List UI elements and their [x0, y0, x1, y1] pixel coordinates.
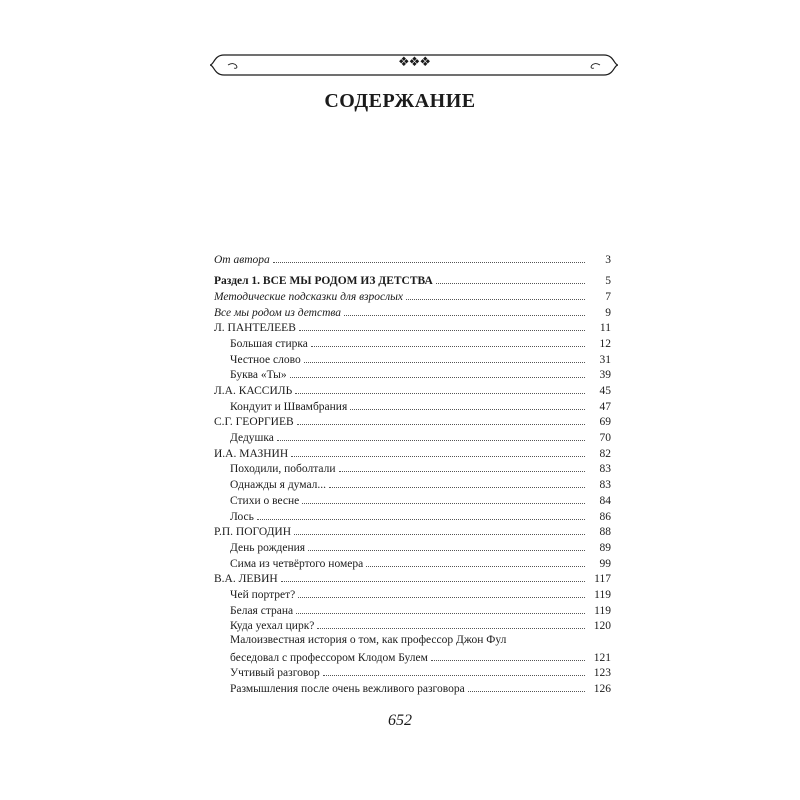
toc-entry[interactable] [214, 350, 611, 366]
toc-entry-page: 31 [599, 353, 611, 366]
toc-entry-page: 11 [599, 322, 611, 335]
toc-entry-page: 47 [599, 400, 611, 413]
toc-entry-page: 45 [599, 385, 611, 397]
page-number: 652 [388, 712, 412, 729]
toc-entry[interactable] [214, 585, 611, 601]
toc-entry[interactable] [214, 491, 611, 507]
toc-entry-page: 39 [599, 369, 611, 382]
toc-entry-page: 120 [593, 620, 611, 633]
toc-entry[interactable] [214, 554, 611, 570]
ornament-mark-icon: ❖❖❖ [398, 55, 430, 70]
toc-entry-label: Дедушка [230, 432, 274, 445]
toc-entry-label: Походили, поболтали [230, 463, 336, 476]
toc-entry-label: Белая страна [230, 604, 294, 617]
toc-leader-dots [436, 272, 585, 285]
toc-entry[interactable] [214, 413, 611, 429]
toc-entry[interactable] [214, 680, 611, 696]
toc-entry-label-line: беседовал с профессором Клодом Булем [230, 651, 428, 664]
toc-leader-dots [290, 366, 585, 379]
toc-entry-label: Все мы родом из детства [214, 306, 342, 319]
toc-list-tail [214, 664, 611, 695]
toc-entry-multiline[interactable] [214, 633, 611, 664]
toc-entry-page: 12 [599, 337, 611, 350]
toc-entry-page: 84 [599, 494, 611, 507]
toc-leader-dots [329, 476, 585, 489]
toc-leader-dots [308, 538, 585, 551]
toc-entry[interactable] [214, 303, 611, 319]
toc-entry-label-line: Малоизвестная история о том, как профессор Джон Фул [230, 633, 507, 646]
toc-leader-dots [299, 319, 585, 332]
toc-entry[interactable] [214, 382, 611, 398]
toc-list [214, 250, 611, 633]
toc-entry-label: От автора [214, 253, 270, 266]
toc-entry-page: 83 [599, 463, 611, 476]
toc-entry-page: 83 [599, 479, 611, 492]
toc-entry-label: Стихи о весне [230, 494, 300, 507]
toc-entry-label: Размышления после очень вежливого разговора [230, 683, 465, 696]
toc-entry-label: Р.П. ПОГОДИН [214, 526, 292, 539]
toc-leader-dots [304, 350, 585, 363]
toc-entry-page: 99 [599, 557, 611, 570]
toc-leader-dots [311, 334, 585, 347]
toc-entry[interactable] [214, 444, 611, 460]
toc-entry[interactable] [214, 507, 611, 523]
toc-leader-dots [366, 554, 585, 567]
toc-leader-dots [406, 287, 585, 300]
toc-entry-label: Однажды я думал... [230, 479, 327, 492]
toc-entry[interactable] [214, 601, 611, 617]
toc-leader-dots [291, 444, 585, 457]
toc-entry[interactable] [214, 287, 611, 303]
table-of-contents [214, 250, 611, 695]
toc-entry-label: Учтивый разговор [230, 667, 320, 680]
toc-entry-label: Л.А. КАССИЛЬ [214, 385, 293, 397]
toc-entry-page: 82 [599, 447, 611, 460]
toc-entry-page: 9 [605, 306, 611, 319]
toc-entry-label: Раздел 1. ВСЕ МЫ РОДОМ ИЗ ДЕТСТВА [214, 275, 433, 288]
toc-entry[interactable] [214, 476, 611, 492]
toc-entry-page: 126 [593, 683, 611, 696]
toc-leader-dots [298, 585, 585, 598]
toc-leader-dots [323, 664, 585, 677]
toc-entry-page: 89 [599, 541, 611, 554]
toc-leader-dots [296, 601, 585, 614]
toc-leader-dots [468, 680, 585, 693]
toc-entry-label: Сима из четвёртого номера [230, 557, 364, 570]
page-title: СОДЕРЖАНИЕ [324, 90, 476, 112]
toc-entry[interactable] [214, 319, 611, 335]
toc-leader-dots [431, 648, 585, 661]
toc-entry-page: 121 [593, 651, 611, 664]
toc-entry[interactable] [214, 523, 611, 539]
toc-entry-label: Лось [230, 510, 254, 523]
toc-entry-label: День рождения [230, 541, 306, 554]
toc-entry-label: Буква «Ты» [230, 369, 287, 382]
toc-leader-dots [277, 429, 585, 442]
toc-leader-dots [297, 413, 585, 426]
toc-entry[interactable] [214, 366, 611, 382]
toc-entry-label: Чей портрет? [230, 588, 296, 601]
toc-entry[interactable] [214, 397, 611, 413]
toc-entry[interactable] [214, 429, 611, 445]
toc-entry-page: 123 [593, 667, 611, 680]
toc-entry-label: Большая стирка [230, 337, 308, 350]
toc-entry-label: И.А. МАЗНИН [214, 447, 289, 460]
toc-entry-page: 7 [605, 290, 611, 303]
toc-entry-page: 70 [599, 432, 611, 445]
toc-entry-page: 88 [599, 526, 611, 539]
toc-entry[interactable] [214, 538, 611, 554]
toc-entry[interactable] [214, 617, 611, 633]
toc-entry-label: Методические подсказки для взрослых [214, 290, 403, 303]
toc-leader-dots [344, 303, 585, 316]
toc-entry[interactable] [214, 460, 611, 476]
toc-leader-dots [317, 617, 585, 630]
toc-entry-page: 119 [594, 588, 611, 601]
header-ornament [210, 52, 618, 78]
toc-leader-dots [350, 397, 585, 410]
toc-entry-label: Л. ПАНТЕЛЕЕВ [214, 322, 296, 335]
toc-entry[interactable] [214, 570, 611, 586]
toc-leader-dots [294, 523, 585, 536]
toc-entry[interactable] [214, 664, 611, 680]
toc-entry[interactable] [214, 272, 611, 288]
toc-entry-page: 86 [599, 510, 611, 523]
toc-leader-dots [273, 250, 585, 263]
toc-entry[interactable] [214, 250, 611, 266]
toc-leader-dots [257, 507, 585, 520]
toc-leader-dots [339, 460, 585, 473]
toc-leader-dots [302, 491, 585, 504]
toc-entry-label: Куда уехал цирк? [230, 620, 315, 633]
toc-entry-label: Кондуит и Швамбрания [230, 400, 348, 413]
toc-entry-page: 117 [594, 573, 611, 586]
toc-entry-page: 69 [599, 416, 611, 429]
toc-entry-page: 119 [594, 604, 611, 617]
toc-entry-page: 5 [605, 275, 611, 288]
toc-entry-label: В.А. ЛЕВИН [214, 573, 278, 586]
toc-entry-label: С.Г. ГЕОРГИЕВ [214, 416, 294, 429]
toc-entry-label: Честное слово [230, 353, 301, 366]
toc-entry-label [214, 633, 611, 649]
toc-leader-dots [295, 382, 585, 395]
toc-entry[interactable] [214, 334, 611, 350]
toc-leader-dots [281, 570, 585, 583]
toc-entry-page: 3 [605, 253, 611, 266]
